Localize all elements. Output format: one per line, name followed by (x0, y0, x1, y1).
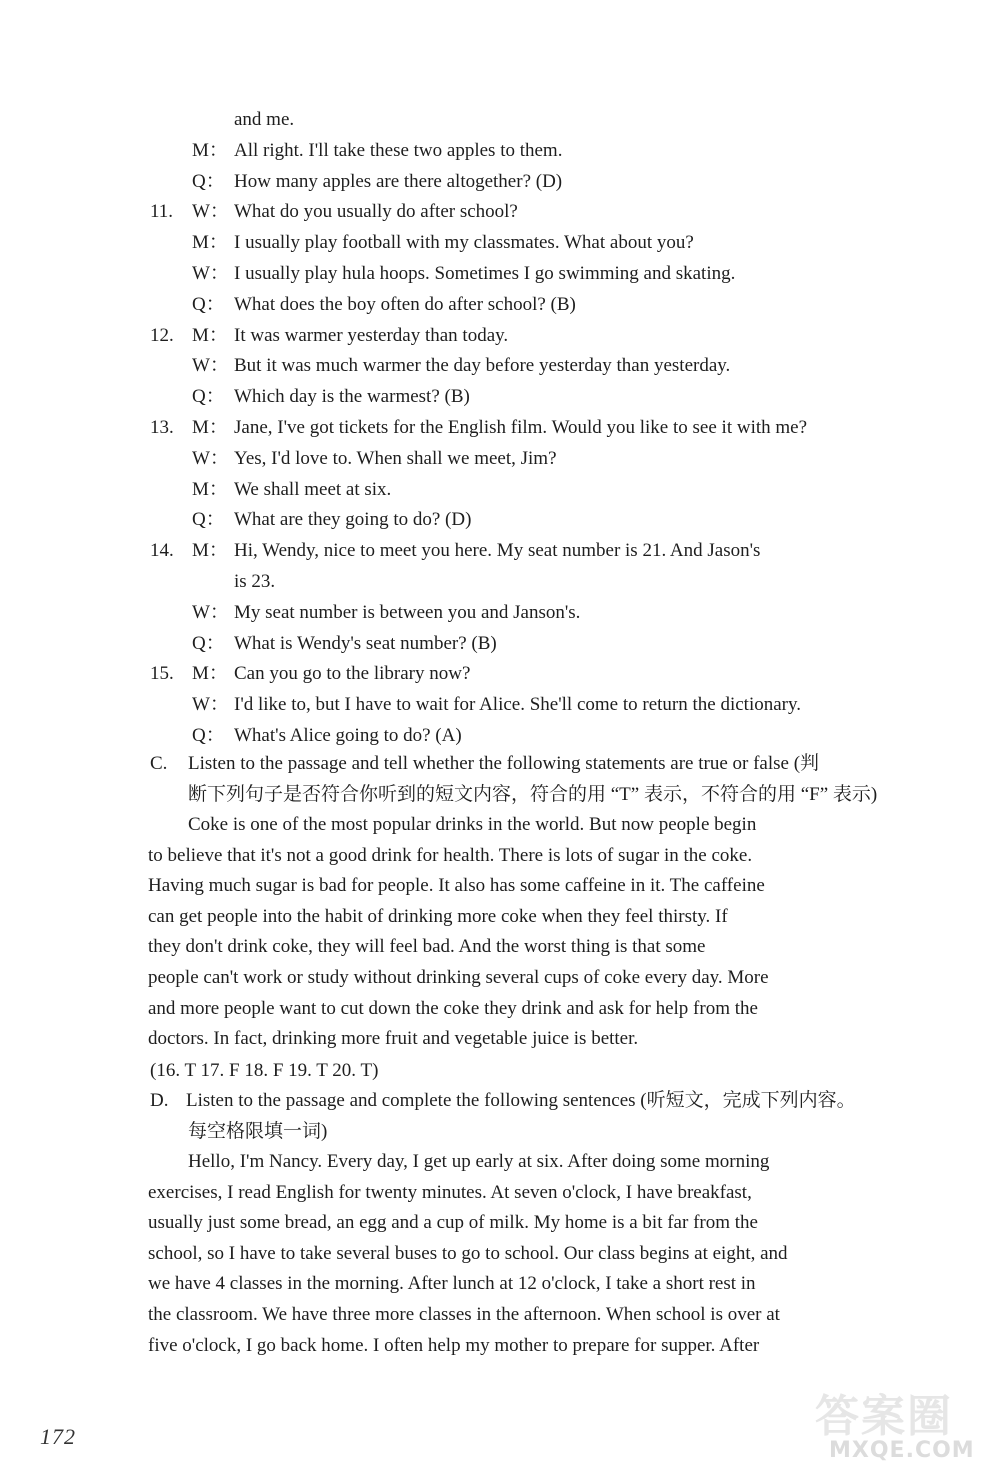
dialogue-line (150, 447, 557, 471)
dialogue-line (150, 262, 735, 286)
passage-line: we have 4 classes in the morning. After lunch at 12 o'clock, I take a short rest in (148, 1273, 756, 1295)
dialogue-line (150, 632, 497, 656)
watermark-url: MXQE.COM (829, 1438, 975, 1463)
speaker-label: W： (192, 601, 229, 623)
dialogue-line (150, 478, 391, 502)
speaker-label: W： (192, 201, 229, 223)
dialogue-line (150, 416, 807, 440)
speaker-label: Q： (192, 632, 225, 654)
dialogue-text: What does the boy often do after school? (B) (234, 293, 576, 315)
dialogue-line (150, 139, 562, 163)
section-c-instruction-1: Listen to the passage and tell whether the following statements are true or false (判 (188, 753, 820, 774)
section-d-instruction-1: Listen to the passage and complete the following sentences (听短文，完成下列内容。 (186, 1090, 856, 1111)
dialogue-line (150, 200, 518, 224)
dialogue-line (150, 108, 294, 132)
dialogue-text: and me. (234, 109, 295, 130)
speaker-label: Q： (192, 170, 225, 192)
passage-line: usually just some bread, an egg and a cup of milk. My home is a bit far from the (148, 1212, 758, 1234)
item-number: 14. (150, 540, 174, 562)
dialogue-text: What are they going to do? (D) (234, 509, 472, 531)
dialogue-line (150, 508, 471, 532)
passage-line: people can't work or study without drinking several cups of coke every day. More (148, 967, 769, 988)
page-number: 172 (40, 1424, 76, 1449)
speaker-label: W： (192, 355, 229, 377)
item-number: 13. (150, 417, 174, 438)
dialogue-line (150, 601, 580, 625)
dialogue-text: Jane, I've got tickets for the English film. Would you like to see it with me? (234, 417, 808, 438)
dialogue-text: What is Wendy's seat number? (B) (234, 632, 497, 654)
speaker-label: Q： (192, 725, 225, 746)
speaker-label: W： (192, 263, 229, 284)
dialogue-text: We shall meet at six. (234, 478, 392, 500)
dialogue-text: I'd like to, but I have to wait for Alice. She'll come to return the dictionary. (234, 694, 802, 716)
speaker-label: Q： (192, 293, 225, 315)
item-number: 15. (150, 663, 174, 685)
passage-line: Coke is one of the most popular drinks in the world. But now people begin (188, 814, 757, 835)
speaker-label: M： (192, 540, 228, 562)
passage-line: five o'clock, I go back home. I often help my mother to prepare for supper. After (148, 1334, 760, 1356)
section-d-label: D. (150, 1090, 169, 1111)
passage-line: the classroom. We have three more classes in the afternoon. When school is over at (148, 1304, 780, 1325)
dialogue-line (150, 662, 470, 686)
watermark-logo (815, 1380, 990, 1468)
dialogue-text: I usually play hula hoops. Sometimes I go swimming and skating. (234, 263, 736, 284)
passage-line: Hello, I'm Nancy. Every day, I get up early at six. After doing some morning (188, 1151, 770, 1172)
dialogue-text: But it was much warmer the day before yesterday than yesterday. (234, 355, 731, 377)
speaker-label: M： (192, 663, 228, 685)
dialogue-text: Can you go to the library now? (234, 663, 471, 685)
dialogue-line (150, 539, 760, 563)
dialogue-text: It was warmer yesterday than today. (234, 324, 509, 346)
dialogue-text: Which day is the warmest? (B) (234, 386, 470, 408)
dialogue-line (150, 170, 562, 194)
dialogue-text: How many apples are there altogether? (D) (234, 170, 563, 192)
dialogue-text: Hi, Wendy, nice to meet you here. My seat number is 21. And Jason's (234, 540, 761, 562)
dialogue-text: What's Alice going to do? (A) (234, 725, 462, 746)
dialogue-line (150, 724, 462, 748)
dialogue-text: is 23. (234, 571, 276, 592)
dialogue-text: I usually play football with my classmates. What about you? (234, 232, 694, 254)
speaker-label: W： (192, 447, 229, 469)
passage-line: to believe that it's not a good drink for health. There is lots of sugar in the coke. (148, 844, 753, 866)
dialogue-text: All right. I'll take these two apples to them. (234, 139, 563, 161)
passage-line: and more people want to cut down the coke they drink and ask for help from the (148, 997, 758, 1019)
speaker-label: Q： (192, 509, 225, 531)
dialogue-text: What do you usually do after school? (234, 201, 518, 223)
watermark-text: 答案圈 (815, 1391, 953, 1442)
speaker-label: M： (192, 139, 228, 161)
speaker-label: M： (192, 232, 228, 254)
speaker-label: M： (192, 417, 228, 438)
dialogue-line (150, 324, 508, 348)
speaker-label: Q： (192, 386, 225, 408)
dialogue-line (150, 693, 801, 717)
item-number: 11. (150, 201, 174, 223)
dialogue-text: My seat number is between you and Janson's. (234, 601, 581, 623)
passage-line: exercises, I read English for twenty minutes. At seven o'clock, I have breakfast, (148, 1181, 752, 1203)
passage-line: school, so I have to take several buses to go to school. Our class begins at eight, and (148, 1242, 788, 1264)
passage-line: doctors. In fact, drinking more fruit and vegetable juice is better. (148, 1028, 639, 1050)
dialogue-line (150, 570, 275, 594)
speaker-label: M： (192, 324, 228, 346)
dialogue-line (150, 385, 470, 409)
dialogue-line (150, 231, 694, 255)
section-c-heading (150, 752, 819, 776)
dialogue-line (150, 293, 576, 317)
section-d-instruction-2: 每空格限填一词) (188, 1121, 328, 1142)
passage-line: can get people into the habit of drinking more coke when they feel thirsty. If (148, 905, 728, 927)
section-c-label: C. (150, 753, 168, 774)
dialogue-line (150, 354, 730, 378)
section-d-heading (150, 1089, 856, 1113)
passage-line: they don't drink coke, they will feel bad. And the worst thing is that some (148, 936, 706, 958)
dialogue-text: Yes, I'd love to. When shall we meet, Jim? (234, 447, 557, 469)
section-c-answers: (16. T 17. F 18. F 19. T 20. T) (150, 1060, 379, 1081)
speaker-label: W： (192, 694, 229, 716)
item-number: 12. (150, 324, 174, 346)
speaker-label: M： (192, 478, 228, 500)
section-c-instruction-2: 断下列句子是否符合你听到的短文内容，符合的用 “T” 表示，不符合的用 “F” 表示) (188, 784, 878, 805)
passage-line: Having much sugar is bad for people. It also has some caffeine in it. The caffeine (148, 875, 765, 897)
